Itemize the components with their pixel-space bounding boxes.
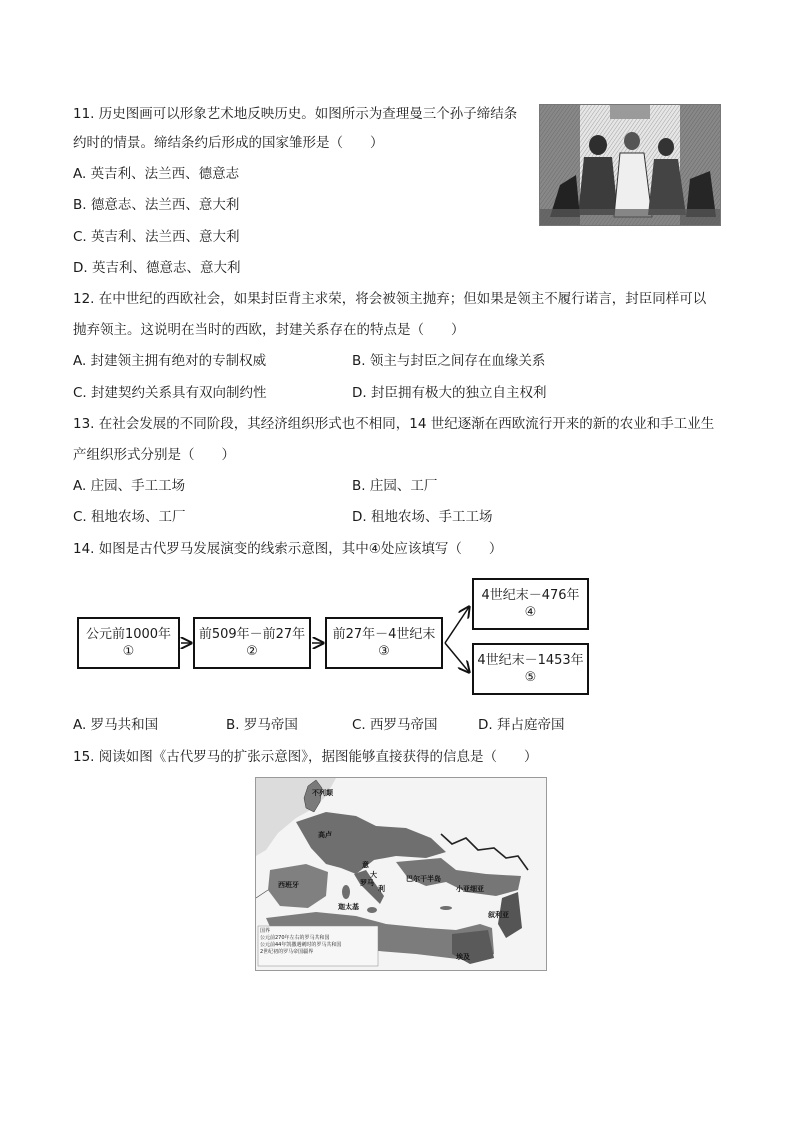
map-label-asia-minor: 小亚细亚: [456, 885, 484, 893]
map-label-italy-top: 意: [362, 861, 369, 869]
q11-stem-line1: 11. 历史图画可以形象艺术地反映历史。如图所示为查理曼三个孙子缔结条: [73, 106, 518, 122]
timeline-arrows: [0, 560, 794, 710]
q14-option-b[interactable]: B. 罗马帝国: [226, 717, 298, 733]
map-label-italy-bot: 利: [378, 885, 385, 893]
treaty-engraving-image: [539, 104, 721, 226]
legend-item-2nd-century: 2世纪初的罗马帝国疆界: [260, 949, 314, 955]
map-label-balkan: 巴尔干半岛: [406, 875, 441, 883]
map-label-hispania: 西班牙: [278, 881, 299, 889]
q12-option-c[interactable]: C. 封建契约关系具有双向制约性: [73, 385, 267, 401]
q13-option-d[interactable]: D. 租地农场、手工工场: [352, 509, 493, 525]
map-label-egypt: 埃及: [456, 953, 470, 961]
q11-option-c[interactable]: C. 英吉利、法兰西、意大利: [73, 229, 240, 245]
timeline-box-4-number: ④: [524, 605, 537, 620]
timeline-box-2-period: 前509年－前27年: [198, 627, 306, 642]
q12-option-d[interactable]: D. 封臣拥有极大的独立自主权利: [352, 385, 547, 401]
legend-item-border: 国界: [260, 928, 271, 934]
map-legend: [260, 928, 378, 956]
timeline-box-5-number: ⑤: [524, 670, 537, 685]
map-label-italy-mid: 大: [370, 871, 377, 879]
timeline-box-1-period: 公元前1000年: [85, 627, 172, 642]
timeline-box-3-number: ③: [378, 644, 390, 659]
q14-stem: 14. 如图是古代罗马发展演变的线索示意图，其中④处应该填写（ ）: [73, 541, 503, 557]
timeline-box-3-period: 前27年－4世纪末: [332, 627, 436, 642]
q13-option-b[interactable]: B. 庄园、工厂: [352, 478, 438, 494]
q12-option-a[interactable]: A. 封建领主拥有绝对的专制权威: [73, 353, 267, 369]
roman-expansion-map: [255, 777, 547, 971]
q13-option-c[interactable]: C. 租地农场、工厂: [73, 509, 186, 525]
map-label-britain: 不列颠: [312, 789, 333, 797]
timeline-box-5-period: 4世纪末－1453年: [477, 653, 584, 668]
q13-option-a[interactable]: A. 庄园、手工工场: [73, 478, 186, 494]
q11-option-d[interactable]: D. 英吉利、德意志、意大利: [73, 260, 241, 276]
legend-item-44bc: 公元前44年凯撒遇刺时的罗马共和国: [260, 942, 342, 948]
q11-stem-line2: 约时的情景。缔结条约后形成的国家雏形是（ ）: [73, 135, 384, 151]
q14-option-c[interactable]: C. 西罗马帝国: [352, 717, 438, 733]
legend-item-270bc: 公元前270年左右的罗马共和国: [260, 935, 330, 941]
map-label-rome: 罗马: [360, 879, 374, 887]
map-label-carthage: 迦太基: [338, 903, 359, 911]
q13-stem-line2: 产组织形式分别是（ ）: [73, 447, 235, 463]
timeline-box-4-period: 4世纪末－476年: [481, 588, 580, 603]
q11-option-b[interactable]: B. 德意志、法兰西、意大利: [73, 197, 240, 213]
map-label-gaul: 高卢: [318, 831, 332, 839]
q12-option-b[interactable]: B. 领主与封臣之间存在血缘关系: [352, 353, 546, 369]
map-label-syria: 叙利亚: [488, 911, 509, 919]
timeline-box-2-number: ②: [246, 644, 258, 659]
q12-stem-line1: 12. 在中世纪的西欧社会，如果封臣背主求荣，将会被领主抛弃；但如果是领主不履行诺言，封臣同样可以: [73, 291, 707, 307]
q12-stem-line2: 抛弃领主。这说明在当时的西欧，封建关系存在的特点是（ ）: [73, 322, 465, 338]
q13-stem-line1: 13. 在社会发展的不同阶段，其经济组织形式也不相同，14 世纪逐渐在西欧流行开来的新的农业和手工业生: [73, 416, 715, 432]
q14-option-a[interactable]: A. 罗马共和国: [73, 717, 159, 733]
timeline-box-1-number: ①: [122, 644, 135, 659]
arrow-3-4: [445, 607, 469, 643]
q14-option-d[interactable]: D. 拜占庭帝国: [478, 717, 565, 733]
arrow-3-5: [445, 643, 469, 672]
q15-stem: 15. 阅读如图《古代罗马的扩张示意图》，据图能够直接获得的信息是（ ）: [73, 749, 538, 765]
q11-option-a[interactable]: A. 英吉利、法兰西、德意志: [73, 166, 240, 182]
